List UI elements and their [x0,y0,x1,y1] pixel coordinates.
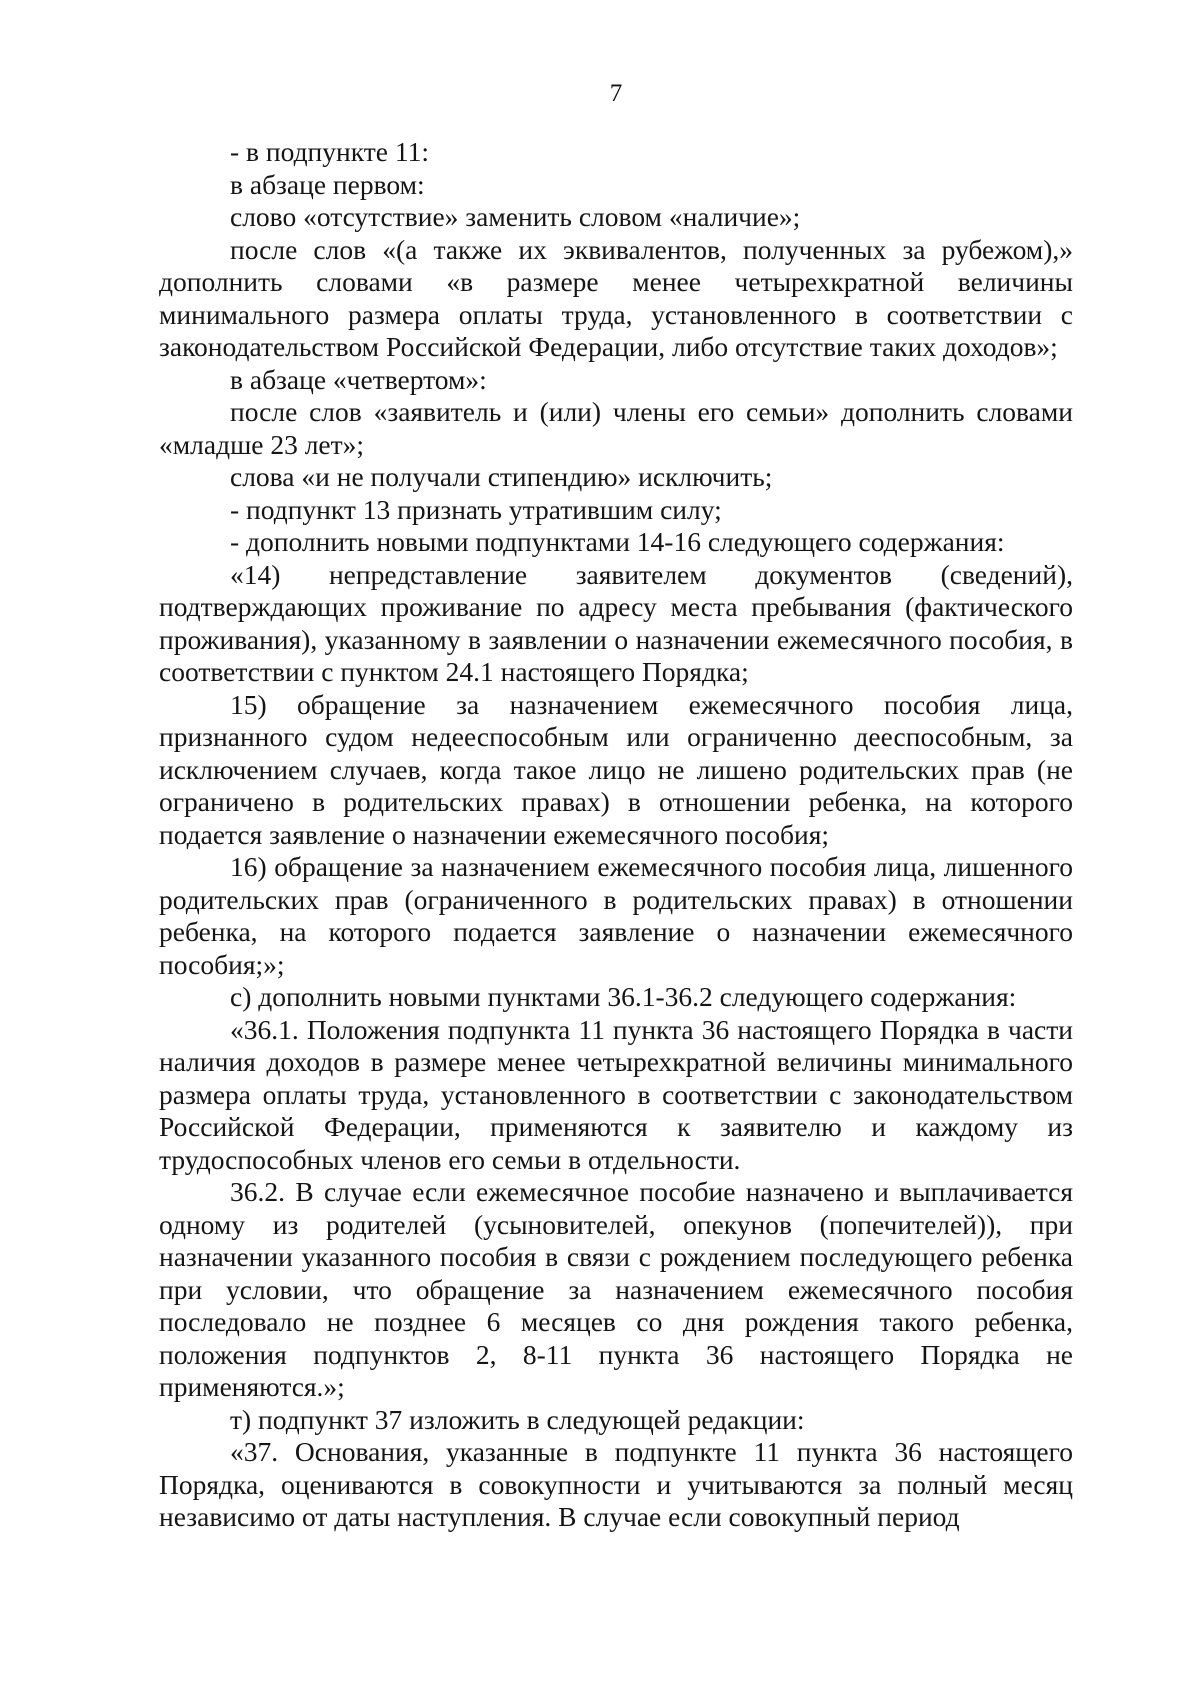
paragraph-point-36-1: «36.1. Положения подпункта 11 пункта 36 настоящего Порядка в части наличия доходов в размере менее четырехкратной величины минимального размера оплаты труда, установленного в соответствии с законодательством Российской Федерации, применяются к заявителю и каждому из трудоспособных членов его семьи в отдельности. [159,1013,1073,1175]
paragraph-subpoint-37-edit: т) подпункт 37 изложить в следующей редакции: [230,1403,805,1435]
paragraph-subpoint-11: - в подпункте 11: [230,136,429,167]
paragraph-first-abzac: в абзаце первом: [230,168,425,200]
paragraph-exclude-stipend: слова «и не получали стипендию» исключить; [230,461,773,492]
paragraph-add-subpoints-14-16: - дополнить новыми подпунктами 14-16 следующего содержания: [230,526,1005,557]
paragraph-point-37: «37. Основания, указанные в подпункте 11 пункта 36 настоящего Порядка, оцениваются в совокупности и учитываются за полный месяц независимо от даты наступления. В случае если совокупный период [159,1436,1073,1532]
paragraph-subpoint-14: «14) непредставление заявителем документов (сведений), подтверждающих проживание по адресу места пребывания (фактического проживания), указанному в заявлении о назначении ежемесячного пособия, в соответствии с пунктом 24.1 настоящего Порядка; [159,558,1073,687]
paragraph-subpoint-13-void: - подпункт 13 признать утратившим силу; [230,493,722,525]
document-body [159,136,1073,1534]
paragraph-subpoint-16: 16) обращение за назначением ежемесячного пособия лица, лишенного родительских прав (ограниченного в родительских правах) в отношении ребенка, на которого подается заявление о назначении ежемесячного пособия;»; [159,851,1073,980]
paragraph-subpoint-15: 15) обращение за назначением ежемесячного пособия лица, признанного судом недееспособным или ограниченно дееспособным, за исключением случаев, когда такое лицо не лишено родительских прав (не ограничено в родительских правах) в отношении ребенка, на которого подается заявление о назначении ежемесячного пособия; [159,688,1073,850]
paragraph-fourth-abzac: в абзаце «четвертом»: [230,363,487,395]
paragraph-add-points-36-1-36-2: с) дополнить новыми пунктами 36.1-36.2 следующего содержания: [230,981,1017,1012]
paragraph-word-replace: слово «отсутствие» заменить словом «наличие»; [230,201,801,232]
paragraph-after-words-equivalents: после слов «(а также их эквивалентов, полученных за рубежом),» дополнить словами «в размере менее четырехкратной величины минимального размера оплаты труда, установленного в соответствии с законодательством Российской Федерации, либо отсутствие таких доходов»; [159,233,1073,362]
paragraph-after-words-applicant: после слов «заявитель и (или) члены его семьи» дополнить словами «младше 23 лет»; [159,396,1073,460]
page-number: 7 [609,80,623,107]
paragraph-point-36-2: 36.2. В случае если ежемесячное пособие назначено и выплачивается одному из родителей (усыновителей, опекунов (попечителей)), при назначении указанного пособия в связи с рождением последующего ребенка при условии, что обращение за назначением ежемесячного пособия последовало не позднее 6 месяцев со дня рождения такого ребенка, положения подпунктов 2, 8-11 пункта 36 настоящего Порядка не применяются.»; [159,1176,1073,1402]
